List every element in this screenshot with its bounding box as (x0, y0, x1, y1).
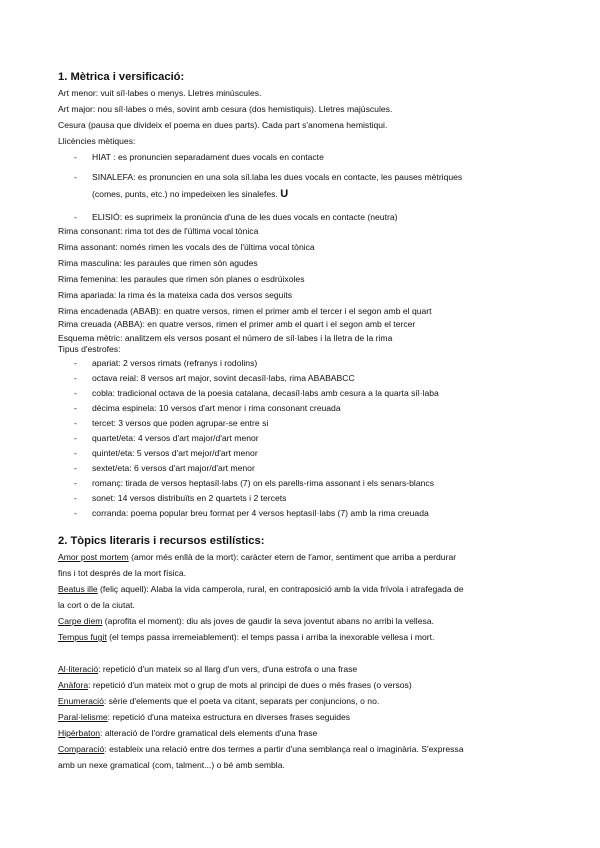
recurs-line: Paral·lelisme: repetició d'una mateixa estructura en diverses frases seguides (58, 712, 351, 722)
recurs-line-cont: amb un nexe gramatical (com, talment...) o bé amb sembla. (58, 760, 285, 770)
list-item: - apariat: 2 versos rimats (refranys i rodolins) (74, 358, 258, 368)
recurs-term: Anàfora (58, 680, 89, 690)
list-item-text: HIAT : es pronuncien separadament dues vocals en contacte (92, 152, 324, 162)
list-item: - cobla: tradicional octava de la poesia catalana, decasíl·labs amb cesura a la quarta síl·laba (74, 388, 439, 398)
topic-term: Amor post mortem (58, 552, 129, 562)
handwritten-mark: U (280, 188, 289, 200)
list-item-text: ELISIÓ: es suprimeix la pronúncia d'una de les dues vocals en contacte (neutra) (92, 212, 398, 222)
list-item: - SINALEFA: es pronuncien en una sola síl.laba les dues vocals en contacte, les pauses mètriques (74, 172, 463, 182)
paragraph-line: Art major: nou síl·labes o més, sovint amb cesura (dos hemistiquis). Lletres majúscules. (58, 104, 393, 114)
recurs-line: Anàfora: repetició d'un mateix mot o grup de mots al principi de dues o més frases (o versos) (58, 680, 412, 690)
recurs-line: Comparació: estableix una relació entre dos termes a partir d'una semblança real o imaginària. S'expressa (58, 744, 464, 754)
list-item: - HIAT : es pronuncien separadament dues vocals en contacte (74, 152, 324, 162)
list-item: - dècima espinela: 10 versos d'art menor i rima consonant creuada (74, 403, 341, 413)
list-item-continuation: (comes, punts, etc.) no impedeixen les sinalefes. U (92, 188, 289, 200)
paragraph-line: Esquema mètric: analitzem els versos posant el número de síl·labes i la lletra de la rima (58, 333, 393, 343)
topic-line: Amor post mortem (amor més enllà de la mort): caràcter etern de l'amor, sentiment que arriba a perdurar (58, 552, 457, 562)
paragraph-line: Rima assonant: només rimen les vocals des de l'última vocal tònica (58, 242, 315, 252)
paragraph-line: Art menor: vuit síl·labes o menys. Lletres minúscules. (58, 88, 262, 98)
topic-line-cont: fins i tot després de la mort física. (58, 568, 187, 578)
recurs-line: Hipèrbaton: alteració de l'ordre gramatical dels elements d'una frase (58, 728, 318, 738)
recurs-term: Paral·lelisme (58, 712, 108, 722)
paragraph-line: Rima encadenada (ABAB): en quatre versos, rimen el primer amb el tercer i el segon amb el quart (58, 306, 432, 316)
paragraph-line: Llicències mètiques: (58, 136, 136, 146)
list-item: - sonet: 14 versos distribuïts en 2 quartets i 2 tercets (74, 493, 287, 503)
list-item: - corranda: poema popular breu format per 4 versos heptasíl·labs (7) amb la rima creuada (74, 508, 429, 518)
list-item: - octava reial: 8 versos art major, sovint decasíl·labs, rima ABABABCC (74, 373, 355, 383)
paragraph-line: Rima femenina: les paraules que rimen són planes o esdrúixoles (58, 274, 305, 284)
list-item: - quartet/eta: 4 versos d'art major/d'art menor (74, 433, 259, 443)
list-item-text: SINALEFA: es pronuncien en una sola síl.laba les dues vocals en contacte, les pauses mètriques (92, 172, 463, 182)
paragraph-line: Rima apariada: la rima és la mateixa cada dos versos seguits (58, 290, 293, 300)
list-item: - ELISIÓ: es suprimeix la pronúncia d'una de les dues vocals en contacte (neutra) (74, 212, 398, 222)
paragraph-line: Tipus d'estrofes: (58, 344, 121, 354)
recurs-line: Al·literació: repetició d'un mateix so al llarg d'un vers, d'una estrofa o una frase (58, 664, 358, 674)
topic-term: Tempus fugit (58, 632, 107, 642)
topic-line: Tempus fugit (el temps passa irremeiablement): el temps passa i arriba la inexorable vellesa i mort. (58, 632, 435, 642)
list-item: - tercet: 3 versos que poden agrupar-se entre si (74, 418, 269, 428)
topic-line: Carpe diem (aprofita el moment): diu als joves de gaudir la seva joventut abans no arribi la vellesa. (58, 616, 434, 626)
list-item: - romanç: tirada de versos heptasíl·labs (7) on els parells-rima assonant i els senars-blancs (74, 478, 434, 488)
section-title-topics: 2. Tòpics literaris i recursos estilístics: (58, 535, 265, 547)
paragraph-line: Cesura (pausa que divideix el poema en dues parts). Cada part s'anomena hemistiqui. (58, 120, 388, 130)
paragraph-line: Rima masculina: les paraules que rimen són agudes (58, 258, 258, 268)
recurs-term: Comparació (58, 744, 105, 754)
list-item: - sextet/eta: 6 versos d'art major/d'art menor (74, 463, 255, 473)
paragraph-line: Rima consonant: rima tot des de l'última vocal tònica (58, 226, 259, 236)
recurs-term: Enumeració (58, 696, 104, 706)
topic-line-cont: la cort o de la ciutat. (58, 600, 135, 610)
list-item: - quintet/eta: 5 versos d'art mejor/d'art menor (74, 448, 258, 458)
recurs-term: Hipèrbaton (58, 728, 101, 738)
recurs-term: Al·literació (58, 664, 99, 674)
recurs-line: Enumeració: sèrie d'elements que el poeta va citant, separats per conjuncions, o no. (58, 696, 380, 706)
paragraph-line: Rima creuada (ABBA): en quatre versos, rimen el primer amb el quart i el segon amb el tercer (58, 319, 416, 329)
section-title-metrica: 1. Mètrica i versificació: (58, 71, 185, 83)
topic-term: Carpe diem (58, 616, 103, 626)
topic-line: Beatus ille (feliç aquell): Alaba la vida camperola, rural, en contraposició amb la vida frívola i atrafegada de (58, 584, 464, 594)
topic-term: Beatus ille (58, 584, 98, 594)
